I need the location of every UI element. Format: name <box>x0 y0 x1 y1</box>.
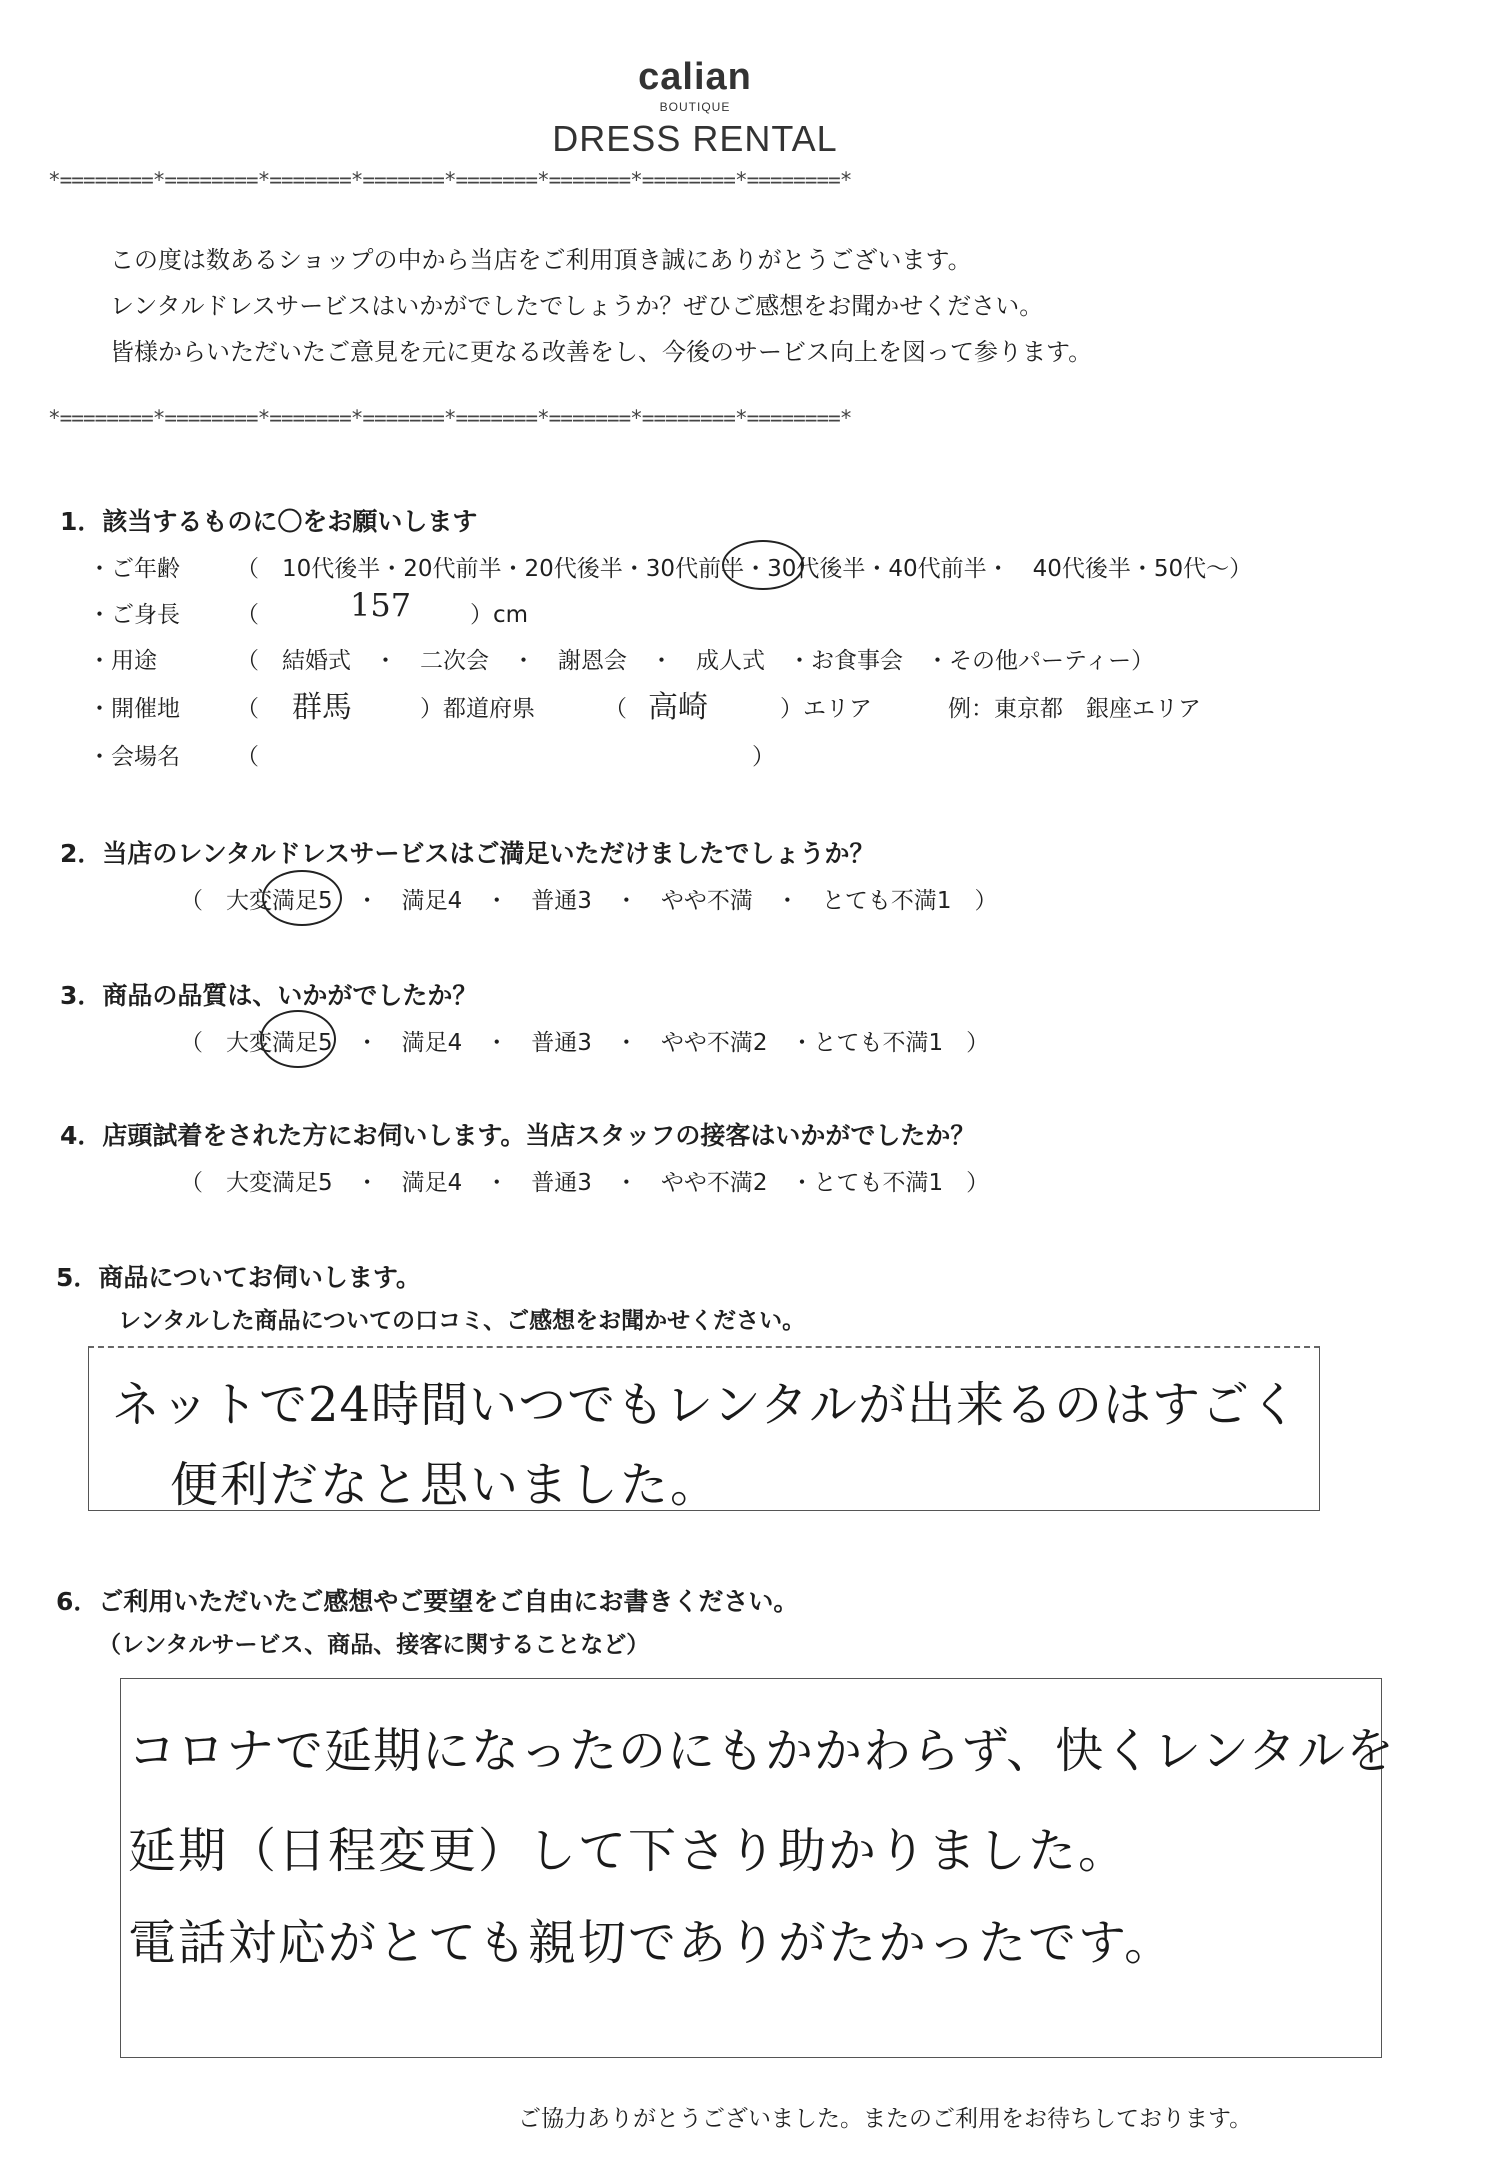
brand-logo: calian <box>638 56 752 98</box>
q2-answer-circle <box>262 870 342 926</box>
q5-heading: 5．商品についてお伺いします。 <box>56 1263 421 1292</box>
location-pref-suffix: ）都道府県 <box>420 696 535 722</box>
location-area-suffix: ）エリア <box>780 696 872 722</box>
q6-heading: 6．ご利用いただいたご感想やご要望をご自由にお書きください。 <box>56 1587 799 1616</box>
intro-line-2: レンタルドレスサービスはいかがでしたでしょうか？ぜひご感想をお聞かせください。 <box>110 292 1044 320</box>
venue-close: ） <box>752 744 775 770</box>
page-title: DRESS RENTAL <box>552 118 838 159</box>
q2-heading: 2．当店のレンタルドレスサービスはご満足いただけましたでしょうか？ <box>60 839 875 868</box>
height-value: 157 <box>350 586 412 624</box>
q5-prompt: レンタルした商品についての口コミ、ご感想をお聞かせください。 <box>118 1308 806 1334</box>
purpose-options: （ 結婚式 ・ 二次会 ・ 謝恩会 ・ 成人式 ・お食事会 ・その他パーティー） <box>236 648 1155 674</box>
q6-prompt: （レンタルサービス、商品、接客に関することなど） <box>98 1632 650 1658</box>
q5-answer-line-1: ネットで24時間いつでもレンタルが出来るのはすごく <box>112 1377 1299 1433</box>
divider-bottom: *========*========*=======*=======*=======*=======*========*========* <box>48 406 852 430</box>
venue-label: ・会場名 <box>88 744 180 770</box>
q5-answer-line-2: 便利だなと思いました。 <box>170 1457 721 1513</box>
location-example: 例：東京都 銀座エリア <box>948 696 1201 722</box>
q4-heading: 4．店頭試着をされた方にお伺いします。当店スタッフの接客はいかがでしたか？ <box>60 1121 976 1150</box>
location-open: （ <box>236 696 259 722</box>
age-options: （ 10代後半・20代前半・20代後半・30代前半・30代後半・40代前半・ 40代後半・50代～） <box>236 556 1253 582</box>
q3-answer-circle <box>260 1010 336 1068</box>
location-label: ・開催地 <box>88 696 180 722</box>
location-area-open: （ <box>604 696 627 722</box>
q6-answer-line-3: 電話対応がとても親切でありがたかったです。 <box>128 1915 1175 1971</box>
q1-heading: 1．該当するものに〇をお願いします <box>60 507 478 536</box>
height-unit: ）cm <box>470 602 529 628</box>
brand-subtitle: BOUTIQUE <box>659 100 731 114</box>
footer-thanks: ご協力ありがとうございました。またのご利用をお待ちしております。 <box>518 2106 1253 2132</box>
q6-answer-line-2: 延期（日程変更）して下さり助かりました。 <box>128 1823 1129 1879</box>
location-area-value: 高崎 <box>648 690 708 725</box>
venue-open: （ <box>236 744 259 770</box>
divider-top: *========*========*=======*=======*=======*=======*========*========* <box>48 168 852 192</box>
q4-options: （ 大変満足5 ・ 満足4 ・ 普通3 ・ やや不満2 ・とても不満1 ） <box>180 1170 990 1196</box>
purpose-label: ・用途 <box>88 648 157 674</box>
location-pref-value: 群馬 <box>292 690 352 725</box>
q2-options: （ 大変満足5 ・ 満足4 ・ 普通3 ・ やや不満 ・ とても不満1 ） <box>180 888 998 914</box>
intro-line-3: 皆様からいただいたご意見を元に更なる改善をし、今後のサービス向上を図って参ります。 <box>110 338 1093 366</box>
age-label: ・ご年齢 <box>88 556 180 582</box>
intro-line-1: この度は数あるショップの中から当店をご利用頂き誠にありがとうございます。 <box>110 246 972 274</box>
height-label: ・ご身長 <box>88 602 180 628</box>
q6-answer-line-1: コロナで延期になったのにもかかわらず、快くレンタルを <box>128 1723 1396 1779</box>
height-open: （ <box>236 602 259 628</box>
age-answer-circle <box>722 540 804 590</box>
q3-heading: 3．商品の品質は、いかがでしたか？ <box>60 981 478 1010</box>
q3-options: （ 大変満足5 ・ 満足4 ・ 普通3 ・ やや不満2 ・とても不満1 ） <box>180 1030 990 1056</box>
